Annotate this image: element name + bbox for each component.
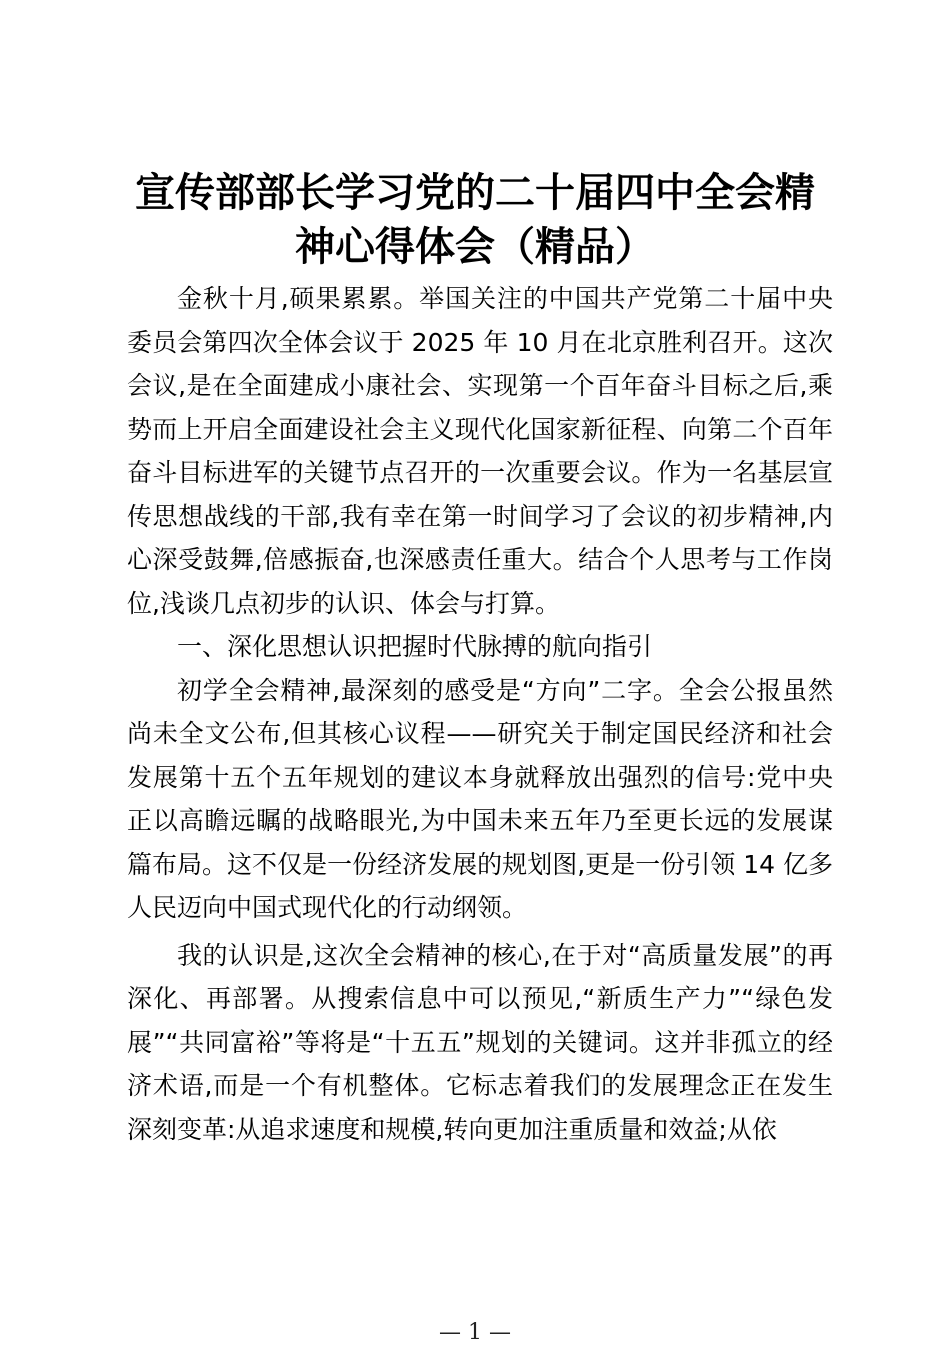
paragraph-direction: 初学全会精神,最深刻的感受是“方向”二字。全会公报虽然尚未全文公布,但其核心议程——研究关于制定国民经济和社会发展第十五个五年规划的建议本身就释放出强烈的信号:党中央正以高瞻远瞩的战略眼光,为中国未来五年乃至更长远的发展谋篇布局。这不仅是一份经济发展的规划图,更是一份引领 14 亿多人民迈向中国式现代化的行动纲领。 — [127, 675, 833, 922]
page-number: — 1 — — [439, 1320, 511, 1345]
title-line-1: 宣传部部长学习党的二十届四中全会精 — [135, 169, 815, 216]
document-title — [110, 166, 840, 274]
title-line-2: 神心得体会（精品） — [295, 223, 655, 270]
section-heading-1: 一、深化思想认识把握时代脉搏的航向指引 — [177, 632, 653, 661]
document-body — [127, 277, 833, 1151]
paragraph-intro: 金秋十月,硕果累累。举国关注的中国共产党第二十届中央委员会第四次全体会议于 2025 年 10 月在北京胜利召开。这次会议,是在全面建成小康社会、实现第一个百年奋斗目标之后,乘势而上开启全面建设社会主义现代化国家新征程、向第二个百年奋斗目标进军的关键节点召开的一次重要会议。作为一名基层宣传思想战线的干部,我有幸在第一时间学习了会议的初步精神,内心深受鼓舞,倍感振奋,也深感责任重大。结合个人思考与工作岗位,浅谈几点初步的认识、体会与打算。 — [127, 284, 833, 618]
paragraph-understanding: 我的认识是,这次全会精神的核心,在于对“高质量发展”的再深化、再部署。从搜索信息中可以预见,“新质生产力”“绿色发展”“共同富裕”等将是“十五五”规划的关键词。这并非孤立的经济术语,而是一个有机整体。它标志着我们的发展理念正在发生深刻变革:从追求速度和规模,转向更加注重质量和效益;从依 — [127, 940, 833, 1144]
